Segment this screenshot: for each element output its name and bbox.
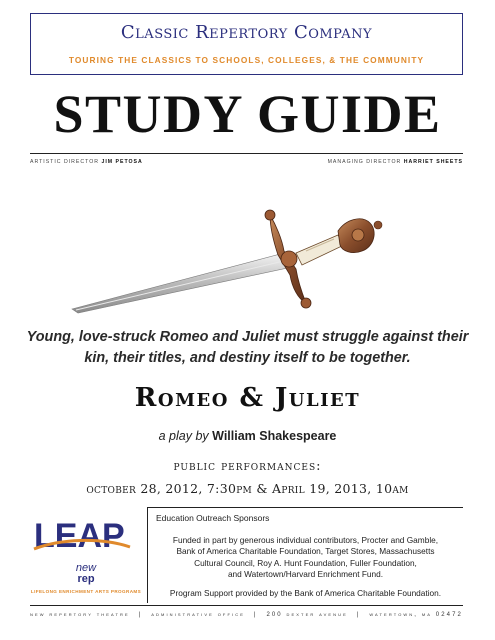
- leap-logo-rep: rep: [77, 573, 95, 585]
- footer-city: watertown, ma 02472: [369, 612, 463, 618]
- author-name: William Shakespeare: [212, 429, 337, 443]
- leap-logo: [30, 513, 142, 595]
- leap-logo-caption: LIFELONG ENRICHMENT ARTS PROGRAMS: [30, 589, 142, 594]
- sponsors-funded-text: [148, 535, 463, 581]
- artistic-director-label: ARTISTIC DIRECTOR: [30, 159, 99, 165]
- byline-prefix: a play by: [158, 429, 209, 443]
- managing-director-credit: [328, 159, 463, 165]
- dagger-illustration: [70, 195, 400, 315]
- funded-line: Bank of America Charitable Foundation, Target Stores, Massachusetts: [176, 546, 435, 557]
- funded-line: Cultural Council, Roy A. Hunt Foundation, Fuller Foundation,: [194, 557, 417, 568]
- company-name: Classic Repertory Company: [120, 22, 373, 43]
- title-rule: [30, 153, 463, 154]
- funded-line: and Watertown/Harvard Enrichment Fund.: [227, 569, 384, 580]
- performance-dates: october 28, 2012, 7:30pm & April 19, 2013, 10am: [86, 481, 409, 496]
- footer-separator: |: [356, 612, 361, 618]
- managing-director-name: HARRIET SHEETS: [403, 159, 463, 165]
- play-title: Romeo & Juliet: [134, 383, 361, 413]
- leap-logo-new: new: [75, 562, 97, 574]
- footer-rule: [30, 605, 463, 606]
- footer-separator: |: [253, 612, 258, 618]
- play-tagline: Young, love-struck Romeo and Juliet must struggle against their kin, their titles, and destiny itself to be together.: [26, 329, 469, 366]
- sponsors-box: [147, 507, 463, 603]
- footer-street: 200 dexter avenue: [266, 612, 348, 618]
- program-support: Program Support provided by the Bank of America Charitable Foundation.: [169, 588, 442, 598]
- performances-heading: public performances:: [173, 459, 322, 474]
- funded-line: Funded in part by generous individual contributors, Procter and Gamble,: [172, 535, 439, 545]
- company-header-box: [30, 13, 463, 75]
- artistic-director-credit: [30, 159, 143, 165]
- sponsors-heading: Education Outreach Sponsors: [156, 513, 270, 523]
- footer-theatre: new repertory theatre: [30, 612, 130, 618]
- footer-office: administrative office: [151, 612, 245, 618]
- document-title: STUDY GUIDE: [53, 84, 442, 144]
- footer-address: [30, 612, 463, 618]
- managing-director-label: MANAGING DIRECTOR: [327, 159, 402, 165]
- leap-logo-word: LEAP: [34, 517, 125, 555]
- company-tagline: TOURING THE CLASSICS TO SCHOOLS, COLLEGES, & THE COMMUNITY: [68, 55, 425, 65]
- byline: [0, 429, 495, 443]
- artistic-director-name: JIM PETOSA: [101, 159, 143, 165]
- footer-separator: |: [138, 612, 143, 618]
